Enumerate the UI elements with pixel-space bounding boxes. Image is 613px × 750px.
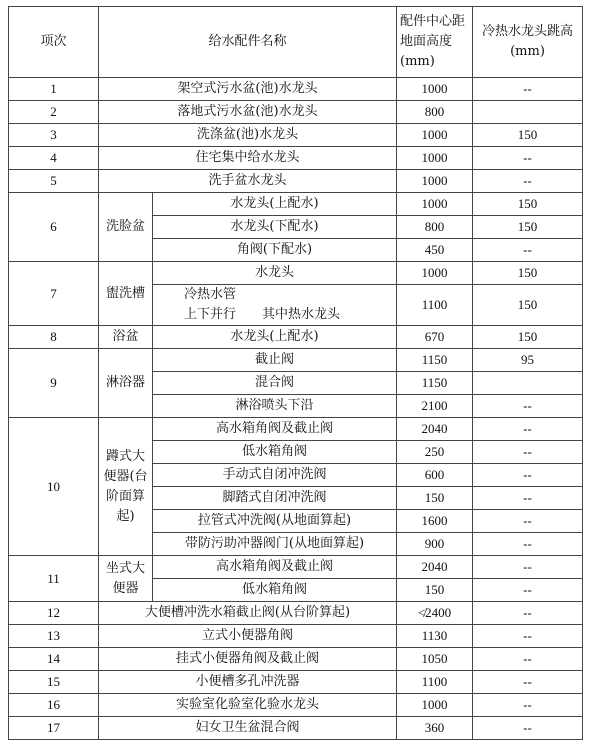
center-height-value: 1050 <box>397 648 473 671</box>
fixture-name: 落地式污水盆(池)水龙头 <box>99 101 397 124</box>
center-height-value: 360 <box>397 717 473 740</box>
fixture-name-part: 上下并行 <box>184 307 237 322</box>
item-number: 11 <box>9 556 99 602</box>
center-height-value: 1100 <box>397 285 473 326</box>
item-number: 4 <box>9 147 99 170</box>
item-number: 1 <box>9 78 99 101</box>
jump-height-value: -- <box>473 395 583 418</box>
header-center-height: 配件中心距地面高度(mm) <box>397 7 473 78</box>
header-item-no: 项次 <box>9 7 99 78</box>
jump-height-value: -- <box>473 170 583 193</box>
item-number: 15 <box>9 671 99 694</box>
item-number: 14 <box>9 648 99 671</box>
table-row <box>9 602 583 625</box>
jump-height-value: -- <box>473 441 583 464</box>
center-height-value: 800 <box>397 101 473 124</box>
item-number: 8 <box>9 326 99 349</box>
fixture-name: 妇女卫生盆混合阀 <box>99 717 397 740</box>
fixture-name: 截止阀 <box>153 349 397 372</box>
center-height-value: 1130 <box>397 625 473 648</box>
center-height-value: 150 <box>397 579 473 602</box>
center-height-value: 1150 <box>397 349 473 372</box>
jump-height-value: -- <box>473 625 583 648</box>
item-number: 10 <box>9 418 99 556</box>
table-header-row <box>9 7 583 78</box>
fixture-name: 立式小便器角阀 <box>99 625 397 648</box>
item-number: 13 <box>9 625 99 648</box>
table-row <box>9 717 583 740</box>
fixture-name: 水龙头(下配水) <box>153 216 397 239</box>
fixture-name: 洗涤盆(池)水龙头 <box>99 124 397 147</box>
fixture-name: 混合阀 <box>153 372 397 395</box>
jump-height-value <box>473 372 583 395</box>
fixture-name: 小便槽多孔冲洗器 <box>99 671 397 694</box>
jump-height-value: -- <box>473 418 583 441</box>
jump-height-value: 150 <box>473 285 583 326</box>
jump-height-value: -- <box>473 510 583 533</box>
jump-height-value: -- <box>473 671 583 694</box>
center-height-value: 1000 <box>397 78 473 101</box>
center-height-value: 670 <box>397 326 473 349</box>
fixture-group: 盥洗槽 <box>99 262 153 326</box>
fixture-name: 拉管式冲洗阀(从地面算起) <box>153 510 397 533</box>
jump-height-value: -- <box>473 147 583 170</box>
fixture-name: 挂式小便器角阀及截止阀 <box>99 648 397 671</box>
jump-height-value: -- <box>473 464 583 487</box>
fixture-name: 水龙头(上配水) <box>153 326 397 349</box>
fixture-height-table <box>8 6 583 740</box>
table-row <box>9 193 583 216</box>
fixture-name: 洗手盆水龙头 <box>99 170 397 193</box>
fixture-name: 水龙头(上配水) <box>153 193 397 216</box>
fixture-name: 带防污助冲器阀门(从地面算起) <box>153 533 397 556</box>
fixture-name: 大便槽冲洗水箱截止阀(从台阶算起) <box>99 602 397 625</box>
center-height-value: 1000 <box>397 124 473 147</box>
fixture-name <box>153 285 397 326</box>
header-jump-height: 冷热水龙头跳高(mm) <box>473 7 583 78</box>
item-number: 2 <box>9 101 99 124</box>
center-height-value: 1000 <box>397 694 473 717</box>
jump-height-value: -- <box>473 533 583 556</box>
fixture-name-part: 其中热水龙头 <box>262 307 341 322</box>
table-row <box>9 349 583 372</box>
fixture-name: 角阀(下配水) <box>153 239 397 262</box>
jump-height-value: -- <box>473 556 583 579</box>
item-number: 6 <box>9 193 99 262</box>
item-number: 12 <box>9 602 99 625</box>
table-row <box>9 262 583 285</box>
fixture-name: 脚踏式自闭冲洗阀 <box>153 487 397 510</box>
table-row <box>9 648 583 671</box>
table-row <box>9 124 583 147</box>
jump-height-value: -- <box>473 487 583 510</box>
fixture-name: 低水箱角阀 <box>153 579 397 602</box>
jump-height-value: -- <box>473 694 583 717</box>
jump-height-value: 150 <box>473 262 583 285</box>
jump-height-value: 150 <box>473 216 583 239</box>
center-height-value: 1000 <box>397 147 473 170</box>
table-row <box>9 556 583 579</box>
fixture-name: 淋浴喷头下沿 <box>153 395 397 418</box>
fixture-group: 浴盆 <box>99 326 153 349</box>
item-number: 7 <box>9 262 99 326</box>
table-row <box>9 78 583 101</box>
fixture-name: 水龙头 <box>153 262 397 285</box>
center-height-value: ≮2400 <box>397 602 473 625</box>
table-row <box>9 671 583 694</box>
table-row <box>9 147 583 170</box>
header-fixture-name: 给水配件名称 <box>99 7 397 78</box>
center-height-value: 1000 <box>397 262 473 285</box>
center-height-value: 1100 <box>397 671 473 694</box>
fixture-group: 蹲式大便器(台阶面算起) <box>99 418 153 556</box>
table-row <box>9 326 583 349</box>
jump-height-value: -- <box>473 579 583 602</box>
center-height-value: 1150 <box>397 372 473 395</box>
item-number: 16 <box>9 694 99 717</box>
jump-height-value: 150 <box>473 326 583 349</box>
table-container <box>8 6 583 740</box>
jump-height-value: 150 <box>473 124 583 147</box>
fixture-group: 淋浴器 <box>99 349 153 418</box>
fixture-name: 手动式自闭冲洗阀 <box>153 464 397 487</box>
center-height-value: 2040 <box>397 556 473 579</box>
table-row <box>9 170 583 193</box>
jump-height-value <box>473 101 583 124</box>
item-number: 3 <box>9 124 99 147</box>
jump-height-value: -- <box>473 717 583 740</box>
center-height-value: 1000 <box>397 170 473 193</box>
table-row <box>9 694 583 717</box>
fixture-group: 坐式大便器 <box>99 556 153 602</box>
fixture-group: 洗脸盆 <box>99 193 153 262</box>
table-row <box>9 625 583 648</box>
fixture-name: 低水箱角阀 <box>153 441 397 464</box>
center-height-value: 450 <box>397 239 473 262</box>
center-height-value: 900 <box>397 533 473 556</box>
jump-height-value: -- <box>473 239 583 262</box>
center-height-value: 2040 <box>397 418 473 441</box>
center-height-value: 150 <box>397 487 473 510</box>
center-height-value: 600 <box>397 464 473 487</box>
jump-height-value: -- <box>473 648 583 671</box>
table-row <box>9 101 583 124</box>
fixture-name: 高水箱角阀及截止阀 <box>153 556 397 579</box>
table-row <box>9 418 583 441</box>
jump-height-value: 150 <box>473 193 583 216</box>
fixture-name: 住宅集中给水龙头 <box>99 147 397 170</box>
center-height-value: 250 <box>397 441 473 464</box>
item-number: 9 <box>9 349 99 418</box>
jump-height-value: 95 <box>473 349 583 372</box>
fixture-name: 实验室化验室化验水龙头 <box>99 694 397 717</box>
fixture-name: 高水箱角阀及截止阀 <box>153 418 397 441</box>
item-number: 17 <box>9 717 99 740</box>
jump-height-value: -- <box>473 602 583 625</box>
jump-height-value: -- <box>473 78 583 101</box>
center-height-value: 2100 <box>397 395 473 418</box>
center-height-value: 800 <box>397 216 473 239</box>
fixture-name-line2 <box>156 305 393 325</box>
center-height-value: 1000 <box>397 193 473 216</box>
fixture-name: 架空式污水盆(池)水龙头 <box>99 78 397 101</box>
center-height-value: 1600 <box>397 510 473 533</box>
fixture-name-line1: 冷热水管 <box>184 287 237 302</box>
item-number: 5 <box>9 170 99 193</box>
